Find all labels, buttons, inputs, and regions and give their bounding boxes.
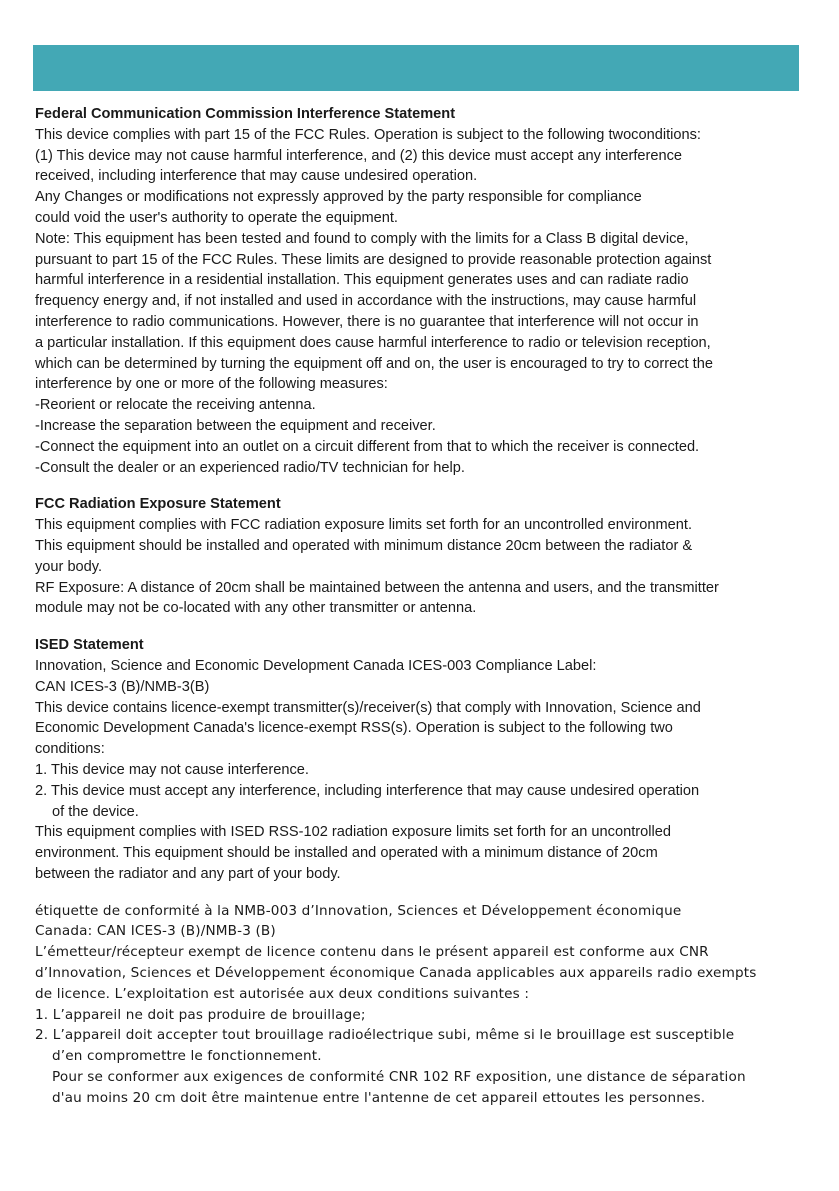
french-line: de licence. L’exploitation est autorisée aux deux conditions suivantes : — [35, 985, 530, 1002]
fcc-interference-heading: Federal Communication Commission Interference Statement — [35, 106, 456, 122]
french-line: L’émetteur/récepteur exempt de licence contenu dans le présent appareil est conforme aux CNR — [35, 944, 709, 961]
radiation-line: This equipment complies with FCC radiation exposure limits set forth for an uncontrolled environment. — [35, 517, 693, 534]
radiation-line: RF Exposure: A distance of 20cm shall be maintained between the antenna and users, and the transmitter — [35, 579, 719, 596]
ised-line: Economic Development Canada's licence-exempt RSS(s). Operation is subject to the following two — [35, 720, 673, 737]
radiation-line: your body. — [35, 558, 103, 575]
fcc-line: frequency energy and, if not installed and used in accordance with the instructions, may cause harmful — [35, 293, 697, 310]
radiation-heading: FCC Radiation Exposure Statement — [35, 496, 281, 513]
french-line: étiquette de conformité à la NMB-003 d’Innovation, Sciences et Développement économique — [35, 902, 682, 919]
ised-line: This equipment complies with ISED RSS-102 radiation exposure limits set forth for an uncontrolled — [35, 824, 671, 841]
ised-line: Innovation, Science and Economic Development Canada ICES-003 Compliance Label: — [35, 657, 597, 674]
ised-line: of the device. — [52, 803, 139, 820]
french-section — [35, 901, 805, 1109]
fcc-line: pursuant to part 15 of the FCC Rules. These limits are designed to provide reasonable protection against — [35, 251, 712, 268]
french-line: Canada: CAN ICES-3 (B)/NMB-3 (B) — [35, 923, 276, 940]
ised-section — [35, 635, 805, 885]
ised-line: 1. This device may not cause interference. — [35, 761, 309, 778]
french-line: d’en compromettre le fonctionnement. — [52, 1048, 322, 1065]
fcc-line: Note: This equipment has been tested and found to comply with the limits for a Class B digital device, — [35, 230, 689, 247]
radiation-line: module may not be co-located with any other transmitter or antenna. — [35, 600, 477, 617]
fcc-line: interference to radio communications. However, there is no guarantee that interference will not occur in — [35, 313, 699, 330]
fcc-measure: -Connect the equipment into an outlet on a circuit different from that to which the receiver is connected. — [35, 438, 700, 455]
french-line: 1. L’appareil ne doit pas produire de brouillage; — [35, 1006, 366, 1023]
ised-line: 2. This device must accept any interference, including interference that may cause undesired operation — [35, 782, 700, 799]
ised-line: CAN ICES-3 (B)/NMB-3(B) — [35, 678, 210, 695]
fcc-measure: -Reorient or relocate the receiving antenna. — [35, 397, 316, 414]
ised-line: conditions: — [35, 741, 105, 758]
fcc-interference-section — [35, 104, 805, 478]
document-body — [35, 104, 805, 1109]
fcc-line: harmful interference in a residential installation. This equipment generates uses and can radiate radio — [35, 272, 689, 289]
fcc-line: This device complies with part 15 of the FCC Rules. Operation is subject to the following twoconditions: — [35, 126, 701, 143]
french-line: d'au moins 20 cm doit être maintenue entre l'antenne de cet appareil ettoutes les personnes. — [52, 1089, 706, 1106]
fcc-measure: -Consult the dealer or an experienced radio/TV technician for help. — [35, 459, 465, 476]
fcc-line: Any Changes or modifications not expressly approved by the party responsible for compliance — [35, 189, 642, 206]
ised-line: environment. This equipment should be installed and operated with a minimum distance of 20cm — [35, 845, 658, 862]
fcc-line: interference by one or more of the following measures: — [35, 376, 388, 393]
radiation-section — [35, 494, 805, 619]
french-line: d’Innovation, Sciences et Développement économique Canada applicables aux appareils radio exempts — [35, 965, 757, 982]
fcc-line: received, including interference that may cause undesired operation. — [35, 168, 478, 185]
french-line: 2. L’appareil doit accepter tout brouillage radioélectrique subi, même si le brouillage est susceptible — [35, 1027, 735, 1044]
radiation-line: This equipment should be installed and operated with minimum distance 20cm between the radiator & — [35, 537, 693, 554]
fcc-line: which can be determined by turning the equipment off and on, the user is encouraged to try to correct the — [35, 355, 713, 372]
header-bar — [33, 45, 799, 91]
ised-line: between the radiator and any part of your body. — [35, 865, 341, 882]
fcc-line: a particular installation. If this equipment does cause harmful interference to radio or television reception, — [35, 334, 711, 351]
ised-heading: ISED Statement — [35, 637, 144, 654]
ised-line: This device contains licence-exempt transmitter(s)/receiver(s) that comply with Innovation, Science and — [35, 699, 701, 716]
fcc-line: (1) This device may not cause harmful interference, and (2) this device must accept any interference — [35, 147, 683, 164]
french-line: Pour se conformer aux exigences de conformité CNR 102 RF exposition, une distance de séparation — [52, 1069, 746, 1086]
fcc-line: could void the user's authority to operate the equipment. — [35, 209, 398, 226]
fcc-measure: -Increase the separation between the equipment and receiver. — [35, 417, 436, 434]
